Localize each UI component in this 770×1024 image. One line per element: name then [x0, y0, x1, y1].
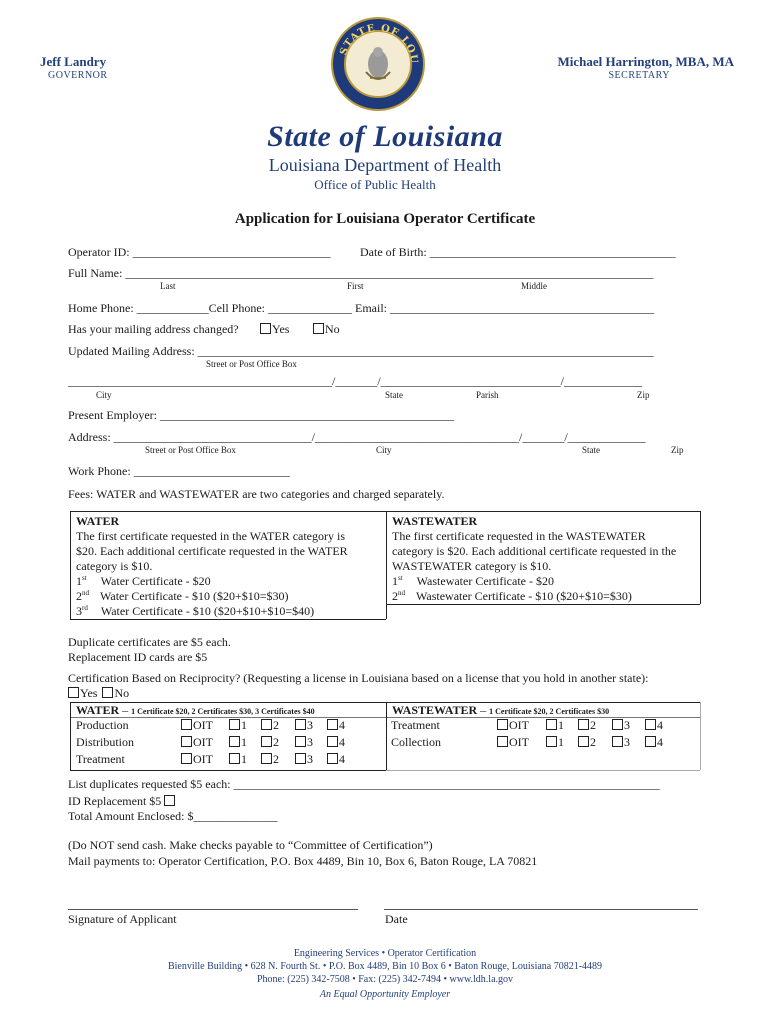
water-2-option[interactable]: [261, 752, 279, 767]
date-label: Date: [385, 912, 408, 926]
duplicate-cert-note: Duplicate certificates are $5 each.: [68, 635, 231, 649]
wastewater-fee-item: 2nd Wastewater Certificate - $10 ($20+$10=$30): [392, 589, 632, 603]
parish-label: Parish: [476, 390, 499, 400]
water-4-option[interactable]: [327, 718, 345, 733]
governor-name: Jeff Landry: [40, 54, 107, 69]
option-label: 1: [241, 735, 247, 749]
option-label: OIT: [193, 718, 213, 732]
water-row-label: Distribution: [76, 735, 135, 749]
reciprocity-yes-checkbox[interactable]: [68, 687, 79, 698]
checkbox[interactable]: [181, 736, 192, 747]
operator-id-field[interactable]: Operator ID: _________________________________: [68, 245, 331, 259]
employer-field[interactable]: Present Employer: _________________________________________________: [68, 408, 454, 422]
checkbox[interactable]: [497, 736, 508, 747]
checkbox[interactable]: [546, 719, 557, 730]
wastewater-fee-heading: WASTEWATER: [392, 514, 478, 528]
total-amount-field[interactable]: Total Amount Enclosed: $______________: [68, 809, 278, 823]
water-row-label: Treatment: [76, 752, 125, 766]
form-title: Application for Louisiana Operator Certificate: [234, 211, 536, 227]
date-line[interactable]: [384, 909, 698, 910]
governor-title: GOVERNOR: [48, 70, 108, 81]
option-label: 3: [307, 735, 313, 749]
checkbox[interactable]: [578, 719, 589, 730]
checkbox[interactable]: [497, 719, 508, 730]
reciprocity-options[interactable]: [68, 686, 129, 701]
ww-3-option[interactable]: [612, 718, 630, 733]
option-label: 4: [339, 735, 345, 749]
option-label: 4: [657, 735, 663, 749]
wastewater-fee-item: 1st Wastewater Certificate - $20: [392, 574, 554, 588]
option-label: OIT: [193, 735, 213, 749]
footer-address: Bienville Building • 628 N. Fourth St. • P.O. Box 4489, Bin 10 Box 6 • Baton Rouge, Louisiana 70821-4489: [167, 961, 603, 972]
mail-payment-address: Mail payments to: Operator Certification, P.O. Box 4489, Bin 10, Box 6, Baton Rouge, LA 70821: [68, 854, 538, 868]
department-name: Louisiana Department of Health: [268, 155, 502, 175]
phone-email-fields[interactable]: Home Phone: ____________Cell Phone: ______________ Email: ____________________________________________: [68, 301, 654, 315]
wastewater-fee-desc-2: category is $20. Each additional certificate requested in the: [392, 544, 677, 558]
state-label: State: [385, 390, 403, 400]
option-label: 2: [273, 735, 279, 749]
name-first-label: First: [347, 281, 364, 291]
dob-field[interactable]: Date of Birth: _________________________________________: [360, 245, 676, 259]
ww-oit-option[interactable]: [497, 718, 529, 733]
option-label: OIT: [509, 735, 529, 749]
option-label: 2: [273, 718, 279, 732]
secretary-title: SECRETARY: [608, 70, 670, 81]
checkbox[interactable]: [546, 736, 557, 747]
employer-city-label: City: [376, 445, 392, 455]
full-name-field[interactable]: Full Name: ________________________________________________________________________________________: [68, 266, 654, 280]
water-fee-item: 2nd Water Certificate - $10 ($20+$10=$30): [76, 589, 289, 603]
reciprocity-yes-label: Yes: [80, 686, 98, 700]
ww-row-label: Collection: [391, 735, 441, 749]
checkbox[interactable]: [295, 753, 306, 764]
checkbox[interactable]: [229, 736, 240, 747]
water-fee-item: 1st Water Certificate - $20: [76, 574, 211, 588]
id-replacement-label: ID Replacement $5: [68, 794, 162, 808]
state-seal-logo: [330, 16, 426, 112]
water-4-option[interactable]: [327, 735, 345, 750]
option-label: OIT: [193, 752, 213, 766]
city-state-parish-zip-field[interactable]: ____________________________________________/_______/______________________________/_____________: [68, 374, 643, 388]
option-label: 1: [558, 718, 564, 732]
checkbox[interactable]: [261, 736, 272, 747]
checkbox[interactable]: [327, 736, 338, 747]
ww-2-option[interactable]: [578, 718, 596, 733]
option-label: 4: [339, 752, 345, 766]
footer-contact: Phone: (225) 342-7508 • Fax: (225) 342-7494 • www.ldh.la.gov: [256, 974, 514, 985]
checkbox[interactable]: [612, 719, 623, 730]
option-label: 2: [590, 718, 596, 732]
ww-oit-option[interactable]: [497, 735, 529, 750]
checkbox[interactable]: [229, 719, 240, 730]
mailing-changed-no[interactable]: [313, 322, 340, 337]
water-fee-item: 3rd Water Certificate - $10 ($20+$10+$10=$40): [76, 604, 315, 618]
water-row-label: Production: [76, 718, 129, 732]
zip-label: Zip: [637, 390, 650, 400]
option-label: OIT: [509, 718, 529, 732]
ww-2-option[interactable]: [578, 735, 596, 750]
option-label: 3: [624, 718, 630, 732]
ww-1-option[interactable]: [546, 735, 564, 750]
checkbox[interactable]: [229, 753, 240, 764]
secretary-name: Michael Harrington, MBA, MA: [557, 54, 734, 69]
ww-4-option[interactable]: [645, 718, 663, 733]
checkbox[interactable]: [295, 719, 306, 730]
water-4-option[interactable]: [327, 752, 345, 767]
checkbox[interactable]: [327, 719, 338, 730]
option-label: 3: [307, 752, 313, 766]
water-3-option[interactable]: [295, 735, 313, 750]
water-oit-option[interactable]: [181, 735, 213, 750]
payment-note: (Do NOT send cash. Make checks payable to “Committee of Certification”): [68, 838, 433, 852]
office-name: Office of Public Health: [314, 177, 436, 192]
checkbox[interactable]: [327, 753, 338, 764]
water-2-option[interactable]: [261, 735, 279, 750]
signature-line[interactable]: [68, 909, 358, 910]
employer-state-label: State: [582, 445, 600, 455]
mailing-changed-question: Has your mailing address changed?: [68, 322, 239, 336]
name-middle-label: Middle: [521, 281, 547, 291]
water-1-option[interactable]: [229, 735, 247, 750]
option-label: 1: [241, 718, 247, 732]
fees-note: Fees: WATER and WASTEWATER are two categories and charged separately.: [68, 487, 445, 501]
state-title: State of Louisiana: [267, 120, 503, 153]
water-oit-option[interactable]: [181, 752, 213, 767]
no-label: No: [325, 322, 340, 336]
cert-water-heading: WATER – 1 Certificate $20, 2 Certificates $30, 3 Certificates $40: [76, 703, 315, 717]
mailing-changed-yes[interactable]: [260, 322, 289, 337]
checkbox[interactable]: [261, 753, 272, 764]
work-phone-field[interactable]: Work Phone: __________________________: [68, 464, 290, 478]
yes-label: Yes: [272, 322, 290, 336]
checkbox[interactable]: [295, 736, 306, 747]
checkbox[interactable]: [578, 736, 589, 747]
option-label: 4: [339, 718, 345, 732]
employer-street-label: Street or Post Office Box: [145, 445, 236, 455]
option-label: 4: [657, 718, 663, 732]
city-label: City: [96, 390, 112, 400]
no-checkbox[interactable]: [313, 323, 324, 334]
replacement-id-note: Replacement ID cards are $5: [68, 650, 208, 664]
updated-mailing-field[interactable]: Updated Mailing Address: ____________________________________________________________________________: [68, 344, 654, 358]
option-label: 2: [590, 735, 596, 749]
reciprocity-question: Certification Based on Reciprocity? (Requesting a license in Louisiana based on a license that you hold in another state):: [68, 671, 649, 685]
svg-text:STATE OF LOUISIANA: STATE OF LOU: [338, 22, 420, 65]
street-po-label: Street or Post Office Box: [206, 359, 297, 369]
employer-address-field[interactable]: Address: _________________________________/__________________________________/_______/_____________: [68, 430, 646, 444]
ww-3-option[interactable]: [612, 735, 630, 750]
list-duplicates-field[interactable]: List duplicates requested $5 each: _______________________________________________________________________: [68, 777, 660, 791]
water-fee-heading: WATER: [76, 514, 120, 528]
wastewater-fee-desc-3: WASTEWATER category is $10.: [392, 559, 552, 573]
checkbox[interactable]: [181, 719, 192, 730]
option-label: 2: [273, 752, 279, 766]
option-label: 1: [241, 752, 247, 766]
yes-checkbox[interactable]: [260, 323, 271, 334]
footer-division: Engineering Services • Operator Certification: [293, 948, 477, 959]
checkbox[interactable]: [645, 719, 656, 730]
water-3-option[interactable]: [295, 752, 313, 767]
option-label: 3: [307, 718, 313, 732]
reciprocity-no-label: No: [114, 686, 130, 700]
checkbox[interactable]: [261, 719, 272, 730]
water-1-option[interactable]: [229, 752, 247, 767]
employer-zip-label: Zip: [671, 445, 684, 455]
water-fee-desc-3: category is $10.: [76, 559, 153, 573]
checkbox[interactable]: [181, 753, 192, 764]
water-fee-desc-2: $20. Each additional certificate requested in the WATER: [76, 544, 348, 558]
option-label: 3: [624, 735, 630, 749]
water-oit-option[interactable]: [181, 718, 213, 733]
ww-row-label: Treatment: [391, 718, 440, 732]
ww-4-option[interactable]: [645, 735, 663, 750]
water-3-option[interactable]: [295, 718, 313, 733]
water-1-option[interactable]: [229, 718, 247, 733]
water-fee-desc-1: The first certificate requested in the WATER category is: [76, 529, 346, 543]
name-last-label: Last: [160, 281, 176, 291]
id-replacement-checkbox[interactable]: [164, 795, 175, 806]
id-replacement-field[interactable]: [68, 794, 176, 809]
reciprocity-no-checkbox[interactable]: [102, 687, 113, 698]
checkbox[interactable]: [612, 736, 623, 747]
checkbox[interactable]: [645, 736, 656, 747]
signature-label: Signature of Applicant: [68, 912, 177, 926]
ww-1-option[interactable]: [546, 718, 564, 733]
water-2-option[interactable]: [261, 718, 279, 733]
wastewater-fee-desc-1: The first certificate requested in the WASTEWATER: [392, 529, 646, 543]
cert-wastewater-heading: WASTEWATER – 1 Certificate $20, 2 Certificates $30: [392, 703, 610, 717]
option-label: 1: [558, 735, 564, 749]
footer-eoe: An Equal Opportunity Employer: [319, 989, 451, 1000]
